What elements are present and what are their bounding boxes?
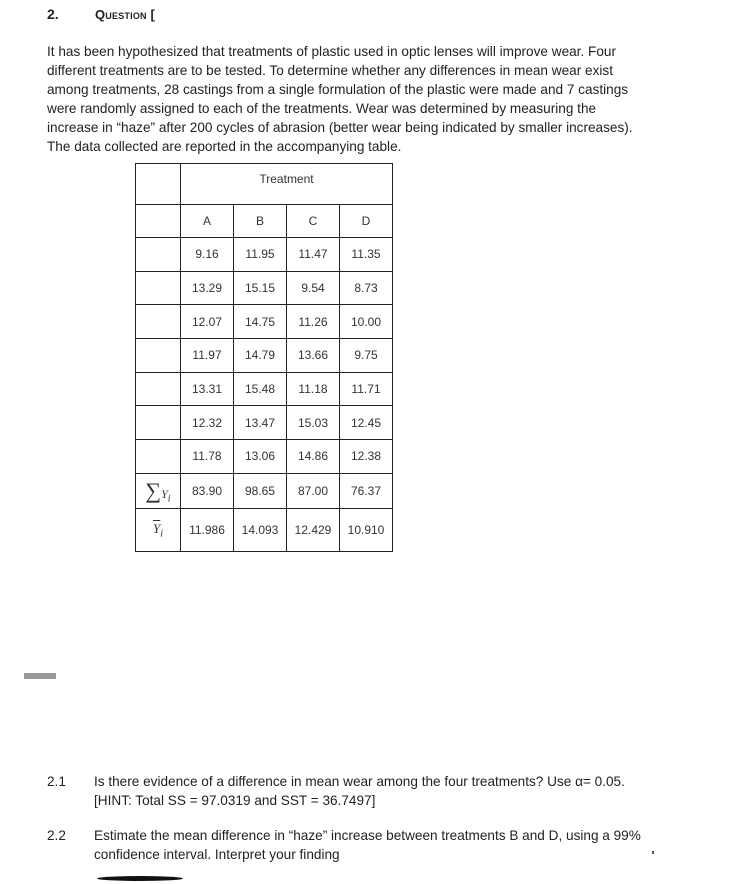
table-label-cell	[136, 372, 181, 406]
table-cell: 9.16	[181, 238, 234, 272]
subquestion-line: Is there evidence of a difference in mean wear among the four treatments? Use α= 0.05.	[94, 774, 625, 789]
table-cell: 15.48	[234, 372, 287, 406]
table-label-cell	[136, 406, 181, 440]
mean-variable: $\overline{Y}$	[152, 520, 161, 536]
table-row	[136, 305, 393, 339]
mean-cell: 14.093	[234, 508, 287, 551]
sum-cell: 87.00	[287, 473, 340, 508]
table-cell: 12.45	[340, 406, 393, 440]
intro-line: increase in “haze” after 200 cycles of abrasion (better wear being indicated by smaller increases).	[47, 120, 633, 135]
table-cell: 12.07	[181, 305, 234, 339]
table-label-cell	[136, 339, 181, 373]
column-header-c: C	[287, 205, 340, 238]
table-cell: 9.75	[340, 339, 393, 373]
table-cell: 11.95	[234, 238, 287, 272]
redaction-scribble	[97, 876, 183, 881]
question-number: 2.	[47, 6, 59, 22]
subquestion-number: 2.2	[47, 828, 66, 843]
table-cell: 10.00	[340, 305, 393, 339]
table-cell: 12.38	[340, 440, 393, 474]
table-cell: 14.86	[287, 440, 340, 474]
sum-cell: 98.65	[234, 473, 287, 508]
margin-marker	[24, 673, 56, 679]
table-row	[136, 339, 393, 373]
table-label-cell	[136, 271, 181, 305]
column-header-d: D	[340, 205, 393, 238]
table-cell: 11.97	[181, 339, 234, 373]
intro-line: It has been hypothesized that treatments of plastic used in optic lenses will improve wear. Four	[47, 44, 616, 59]
sigma-symbol: ∑	[145, 477, 162, 503]
table-corner-cell	[136, 164, 181, 205]
table-cell: 13.66	[287, 339, 340, 373]
table-label-cell	[136, 238, 181, 272]
treatment-group-header: Treatment	[181, 164, 393, 205]
sum-label-cell	[136, 473, 181, 508]
sum-cell: 76.37	[340, 473, 393, 508]
table-row	[136, 271, 393, 305]
table-cell: 13.31	[181, 372, 234, 406]
intro-line: The data collected are reported in the accompanying table.	[47, 139, 402, 154]
treatment-data-table	[135, 163, 393, 552]
subquestion-text	[94, 826, 694, 864]
table-cell: 15.03	[287, 406, 340, 440]
table-cell: 11.18	[287, 372, 340, 406]
column-header-b: B	[234, 205, 287, 238]
table-row	[136, 406, 393, 440]
subquestion-line: confidence interval. Interpret your finding	[94, 847, 340, 862]
table-cell: 11.78	[181, 440, 234, 474]
mean-cell: 10.910	[340, 508, 393, 551]
table-cell: 11.26	[287, 305, 340, 339]
table-cell: 9.54	[287, 271, 340, 305]
table-cell: 14.75	[234, 305, 287, 339]
question-title: Question [	[95, 7, 156, 22]
subquestion-line: [HINT: Total SS = 97.0319 and SST = 36.7497]	[94, 793, 376, 808]
stray-mark	[652, 851, 654, 854]
table-row	[136, 372, 393, 406]
subquestion-number: 2.1	[47, 774, 66, 789]
table-label-cell	[136, 440, 181, 474]
intro-line: among treatments, 28 castings from a single formulation of the plastic were made and 7 castings	[47, 82, 629, 97]
table-cell: 11.71	[340, 372, 393, 406]
table-row	[136, 238, 393, 272]
sum-cell: 83.90	[181, 473, 234, 508]
table-label-cell	[136, 305, 181, 339]
table-group-header-row	[136, 164, 393, 205]
column-header-a: A	[181, 205, 234, 238]
table-cell: 13.29	[181, 271, 234, 305]
mean-cell: 11.986	[181, 508, 234, 551]
intro-line: different treatments are to be tested. To determine whether any differences in mean wear exist	[47, 63, 613, 78]
table-label-cell	[136, 205, 181, 238]
table-cell: 8.73	[340, 271, 393, 305]
table-sum-row	[136, 473, 393, 508]
subquestion-text	[94, 772, 694, 810]
sum-subscript: i	[167, 493, 171, 504]
table-cell: 13.06	[234, 440, 287, 474]
mean-subscript: i	[160, 528, 163, 539]
table-row	[136, 440, 393, 474]
table-mean-row	[136, 508, 393, 551]
mean-label-cell	[136, 508, 181, 551]
intro-line: were randomly assigned to each of the treatments. Wear was determined by measuring the	[47, 101, 597, 116]
table-cell: 11.35	[340, 238, 393, 272]
mean-cell: 12.429	[287, 508, 340, 551]
sum-variable: Y	[161, 486, 168, 501]
table-cell: 13.47	[234, 406, 287, 440]
table-cell: 12.32	[181, 406, 234, 440]
question-intro-paragraph	[47, 42, 687, 156]
table-cell: 14.79	[234, 339, 287, 373]
table-column-header-row	[136, 205, 393, 238]
table-cell: 15.15	[234, 271, 287, 305]
table-cell: 11.47	[287, 238, 340, 272]
subquestion-line: Estimate the mean difference in “haze” increase between treatments B and D, using a 99%	[94, 828, 641, 843]
